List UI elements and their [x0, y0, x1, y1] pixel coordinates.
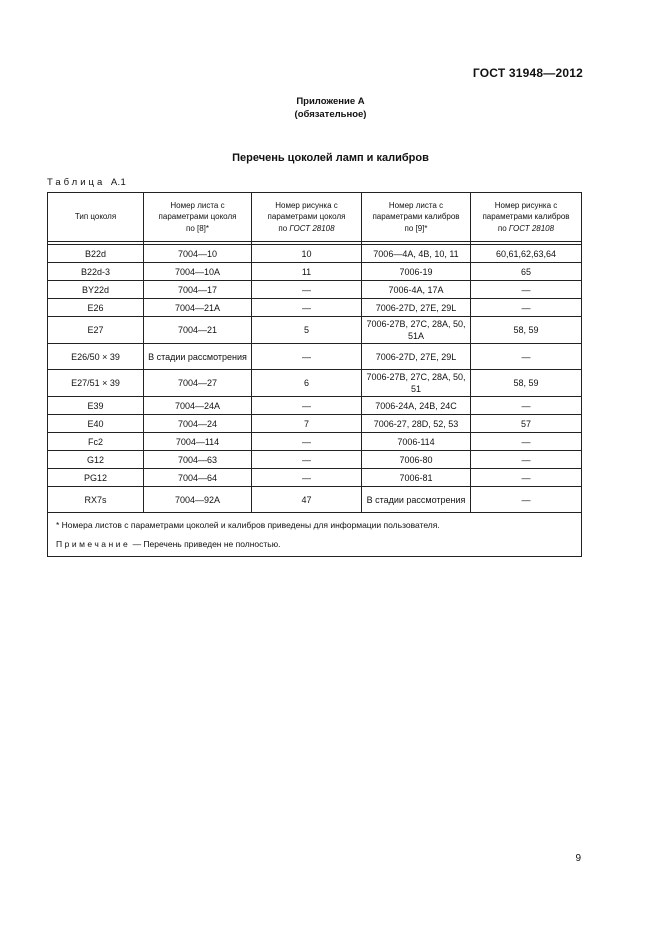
table-cell: 7006-4A, 17A: [362, 281, 471, 299]
table-cell: —: [252, 344, 362, 370]
table-label: [47, 177, 126, 188]
header-cell: [471, 193, 582, 242]
note-word: Примечание: [56, 539, 131, 549]
table-cell: 7004—64: [144, 469, 252, 487]
table-cell: PG12: [48, 469, 144, 487]
table-cell: —: [471, 281, 582, 299]
table-cell: —: [252, 469, 362, 487]
table-cell: 7006-27D, 27E, 29L: [362, 344, 471, 370]
table-header: [48, 193, 582, 245]
document-title: Перечень цоколей ламп и калибров: [232, 152, 429, 164]
table-cell: —: [471, 487, 582, 513]
table-cell: Fc2: [48, 433, 144, 451]
table-cell: —: [471, 299, 582, 317]
table-row: [48, 487, 582, 513]
header-line: Номер рисунка с: [494, 200, 558, 210]
table-cell: —: [471, 344, 582, 370]
table-cell: 7: [252, 415, 362, 433]
table-cell: В стадии рассмотрения: [362, 487, 471, 513]
table-cell: 7006—4A, 4B, 10, 11: [362, 245, 471, 263]
notes-row: [48, 513, 582, 557]
header-cell: [144, 193, 252, 242]
table-cell: E39: [48, 397, 144, 415]
header-ref-prefix: по: [278, 223, 290, 233]
table-cell: 7006-80: [362, 451, 471, 469]
table-label-word: Таблица: [47, 177, 106, 188]
table-cell: 11: [252, 263, 362, 281]
table-cell: 7006-81: [362, 469, 471, 487]
table-cell: —: [471, 433, 582, 451]
table-cell: 7004—10: [144, 245, 252, 263]
table-cell: —: [471, 469, 582, 487]
table-cell: E26: [48, 299, 144, 317]
table-footnote: * Номера листов с параметрами цоколей и калибров приведены для информации пользователя.: [56, 520, 440, 530]
table-row: [48, 451, 582, 469]
table-row: [48, 397, 582, 415]
header-line: Номер листа с: [388, 200, 444, 210]
table-cell: 5: [252, 317, 362, 344]
header-cell: [362, 193, 471, 242]
table-row: [48, 281, 582, 299]
table-cell: E27: [48, 317, 144, 344]
table-cell: 7004—21: [144, 317, 252, 344]
table-cell: 6: [252, 370, 362, 397]
table-cell: 58, 59: [471, 370, 582, 397]
table-cell: 7006-27, 28D, 52, 53: [362, 415, 471, 433]
document-code: ГОСТ 31948—2012: [472, 66, 583, 80]
table-cell: 7004—10A: [144, 263, 252, 281]
header-reference-line: [255, 223, 358, 235]
page-number: 9: [575, 853, 581, 864]
table-cell: 7004—114: [144, 433, 252, 451]
table-cell: E27/51 × 39: [48, 370, 144, 397]
table-row: [48, 370, 582, 397]
header-line: Номер листа с: [170, 200, 225, 210]
header-line: параметрами калибров: [372, 212, 460, 222]
table-cell: 7006-24A, 24B, 24C: [362, 397, 471, 415]
header-line: по [8]*: [185, 223, 209, 233]
table-cell: 7004—21A: [144, 299, 252, 317]
table-cell: 10: [252, 245, 362, 263]
annex-title: Приложение А: [296, 96, 365, 107]
table-row: [48, 469, 582, 487]
table-cell: 7006-27D, 27E, 29L: [362, 299, 471, 317]
table-cell: —: [252, 433, 362, 451]
table-cell: —: [471, 397, 582, 415]
table-cell: —: [252, 397, 362, 415]
table-row: [48, 245, 582, 263]
header-line: параметрами калибров: [482, 212, 570, 222]
table-cell: —: [252, 281, 362, 299]
table-cell: 65: [471, 263, 582, 281]
table-row: [48, 317, 582, 344]
table-cell: 7006-114: [362, 433, 471, 451]
table-row: [48, 263, 582, 281]
table-cell: —: [471, 451, 582, 469]
table-row: [48, 299, 582, 317]
table-cell: 7006-27B, 27C, 28A, 50, 51: [362, 370, 471, 397]
table-cell: E26/50 × 39: [48, 344, 144, 370]
table-cell: 47: [252, 487, 362, 513]
header-line: Номер рисунка с: [275, 200, 338, 210]
table-cell: 60,61,62,63,64: [471, 245, 582, 263]
table-row: [48, 433, 582, 451]
table-cell: 57: [471, 415, 582, 433]
table-body: [48, 245, 582, 557]
table-cell: B22d: [48, 245, 144, 263]
table-cell: BY22d: [48, 281, 144, 299]
table-label-number: А.1: [110, 177, 127, 188]
table-cell: 7004—92A: [144, 487, 252, 513]
table-cell: 7006-19: [362, 263, 471, 281]
table-cell: B22d-3: [48, 263, 144, 281]
table-row: [48, 415, 582, 433]
table-cell: RX7s: [48, 487, 144, 513]
table-cell: 7004—17: [144, 281, 252, 299]
header-ref-standard: ГОСТ 28108: [508, 223, 555, 233]
base-table: [47, 192, 582, 557]
table-row: [48, 344, 582, 370]
header-reference-line: [474, 223, 578, 235]
table-cell: 7004—27: [144, 370, 252, 397]
annex-heading: [0, 95, 661, 121]
header-ref-standard: ГОСТ 28108: [289, 223, 335, 233]
header-line: по [9]*: [404, 223, 428, 233]
header-row: [48, 193, 582, 242]
table-cell: —: [252, 299, 362, 317]
note-text: — Перечень приведен не полностью.: [130, 539, 281, 549]
table-cell: 7006-27B, 27C, 28A, 50, 51A: [362, 317, 471, 344]
table-cell: 7004—24A: [144, 397, 252, 415]
notes-cell: [48, 513, 582, 557]
header-cell: [48, 193, 144, 242]
header-line: Тип цоколя: [74, 212, 117, 222]
table-cell: E40: [48, 415, 144, 433]
table-cell: G12: [48, 451, 144, 469]
annex-subtitle: (обязательное): [294, 109, 367, 120]
table-cell: —: [252, 451, 362, 469]
table-cell: В стадии рассмотрения: [144, 344, 252, 370]
header-line: параметрами цоколя: [267, 212, 346, 222]
header-ref-prefix: по: [497, 223, 509, 233]
table-cell: 58, 59: [471, 317, 582, 344]
table-cell: 7004—24: [144, 415, 252, 433]
table-note: [56, 538, 565, 550]
table-cell: 7004—63: [144, 451, 252, 469]
header-cell: [252, 193, 362, 242]
header-line: параметрами цоколя: [158, 212, 237, 222]
